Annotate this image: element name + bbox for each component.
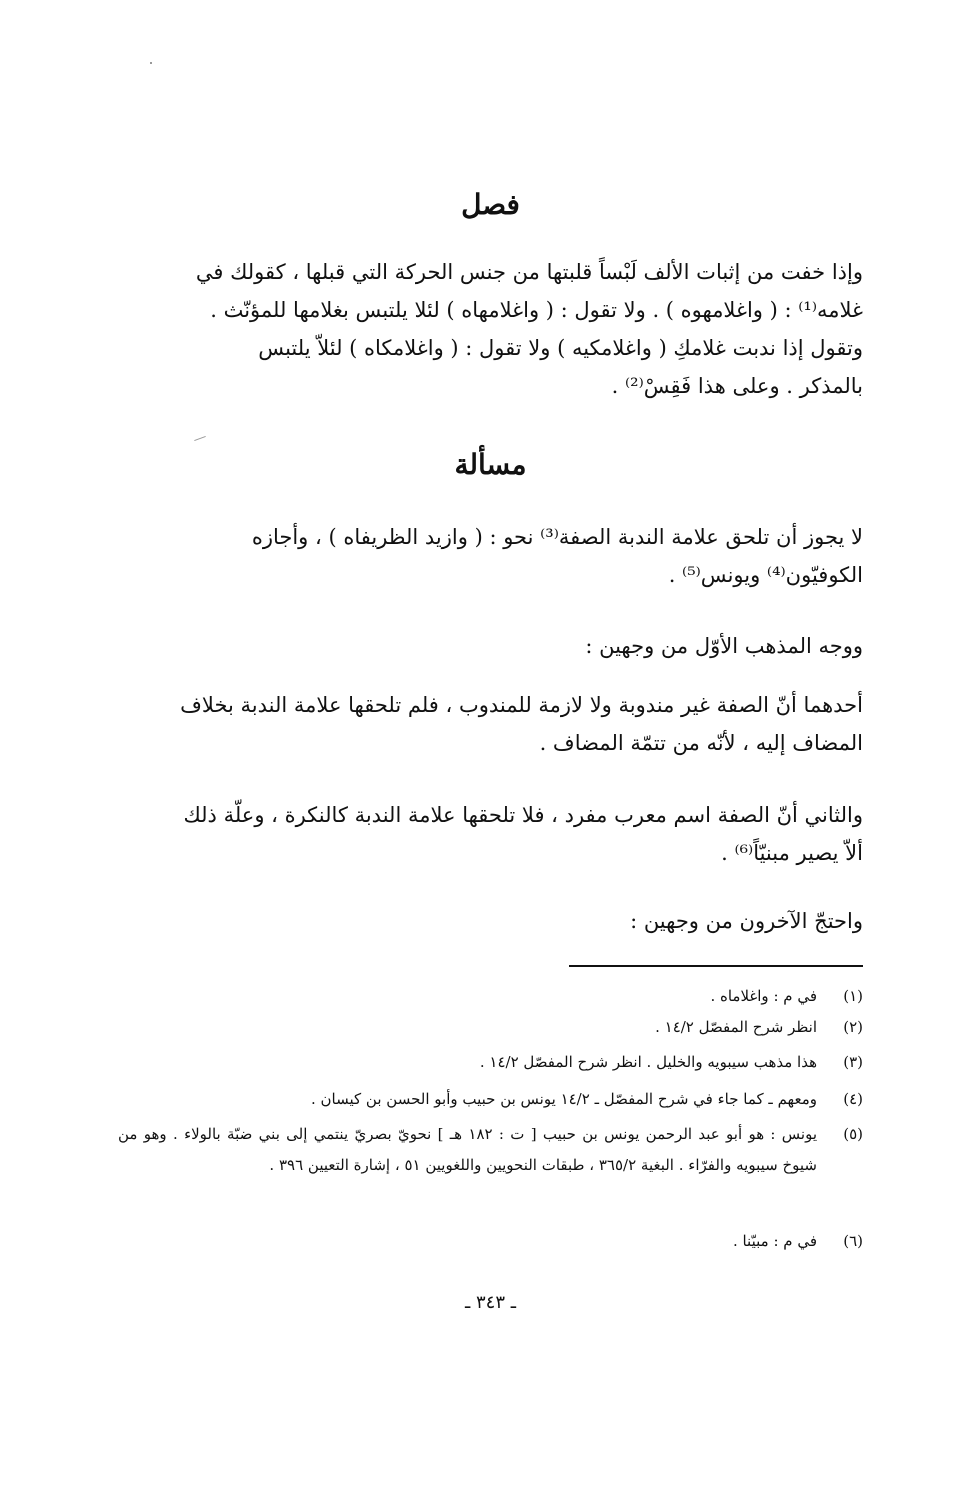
footnote-item	[118, 1226, 863, 1257]
text-line: أحدهما أنّ الصفة غير مندوبة ولا لازمة للمندوب ، فلم تلحقها علامة الندبة بخلاف	[180, 693, 863, 717]
text-line: وتقول إذا ندبت غلامكِ ( واغلامكيه ) ولا تقول : ( واغلامكاه ) لئلاّ يلتبس	[258, 336, 863, 360]
section-heading-masala: مسألة	[454, 448, 527, 481]
footnote-item	[118, 981, 863, 1012]
footnote-number: (٤)	[843, 1090, 863, 1108]
text-line: المضاف إليه ، لأنّه من تتمّة المضاف .	[539, 731, 863, 755]
second-argument-paragraph	[118, 796, 863, 872]
footnote-number: (٣)	[843, 1053, 863, 1071]
section-heading-fasl: فصل	[461, 188, 520, 221]
footnote-text: يونس : هو أبو عبد الرحمن يونس بن حبيب [ ت : ١٨٢ هـ ] نحويّ بصريّ ينتمي إلى بني ضبّة بالولاء . وهو من شيوخ سيبويه والفرّاء . البغية ٣٦٥/٢ ، طبقات النحويين واللغويين ٥١ ، إشارة التعيين ٣٩٦ .	[118, 1125, 817, 1174]
text-line: بالمذكر . وعلى هذا فَقِسْ⁽²⁾ .	[611, 374, 863, 398]
footnote-number: (٥)	[843, 1125, 863, 1143]
footnote-separator	[569, 965, 863, 967]
text-line: لا يجوز أن تلحق علامة الندبة الصفة⁽³⁾ نحو : ( وازيد الظريفاه ) ، وأجازه	[251, 525, 863, 549]
document-page	[118, 0, 863, 1497]
footnote-text: انظر شرح المفصّل ١٤/٢ .	[655, 1018, 817, 1036]
scan-speck	[150, 62, 152, 64]
text-line: وإذا خفت من إثبات الألف لَبْساً قلبتها من جنس الحركة التي قبلها ، كقولك في	[195, 260, 863, 284]
footnote-number: (٢)	[843, 1018, 863, 1036]
text-line: والثاني أنّ الصفة اسم معرب مفرد ، فلا تلحقها علامة الندبة كالنكرة ، وعلّة ذلك	[183, 803, 863, 827]
footnote-number: (٦)	[843, 1232, 863, 1250]
wajh-line: ووجه المذهب الأوّل من وجهين :	[585, 634, 863, 658]
footnote-item	[118, 1047, 863, 1078]
first-argument-paragraph	[118, 686, 863, 762]
footnote-item	[118, 1084, 863, 1115]
ihtaj-line: واحتجّ الآخرون من وجهين :	[630, 909, 863, 933]
text-line: الكوفيّون⁽⁴⁾ ويونس⁽⁵⁾ .	[668, 563, 863, 587]
footnote-item	[118, 1119, 863, 1181]
text-line: غلامه⁽¹⁾ : ( واغلامهوه ) . ولا تقول : ( واغلامهاه ) لئلا يلتبس بغلامها للمؤنّث .	[210, 298, 863, 322]
footnote-text: ومعهم ـ كما جاء في شرح المفصّل ـ ١٤/٢ يونس بن حبيب وأبو الحسن بن كيسان .	[310, 1090, 817, 1108]
footnote-text: هذا مذهب سيبويه والخليل . انظر شرح المفصّل ١٤/٢ .	[479, 1053, 817, 1071]
footnote-text: في م : مبيّنا .	[732, 1232, 817, 1250]
footnote-text: في م : واغلاماه .	[710, 987, 817, 1005]
page-number: ـ ٣٤٣ ـ	[464, 1292, 516, 1313]
footnote-number: (١)	[843, 987, 863, 1005]
fasl-paragraph	[118, 253, 863, 405]
masala-paragraph	[118, 518, 863, 594]
footnote-item	[118, 1012, 863, 1043]
text-line: ألاّ يصير مبنيّاً⁽⁶⁾ .	[721, 841, 863, 865]
